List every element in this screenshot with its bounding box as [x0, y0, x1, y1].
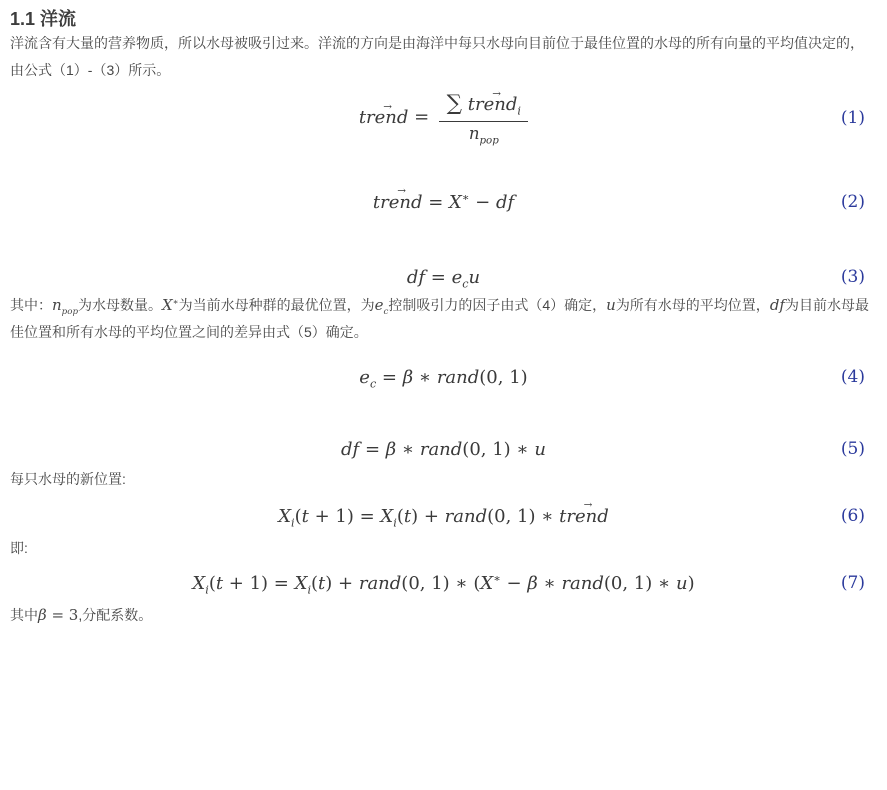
paragraph-beta: 其中β = 3,分配系数。 [10, 606, 153, 624]
formula-position-update-expanded: $X_i(t + 1) = X_i(t)$ + rand(0, 1) ∗ (X∗ − β ∗ rand(0, 1) ∗ u) [192, 571, 695, 597]
equation-5 [10, 432, 877, 466]
formula-df-expanded: df = β ∗ rand(0, 1) ∗ u [341, 438, 546, 460]
paragraph-namely: 即: [10, 540, 28, 556]
equation-2 [10, 184, 877, 220]
paragraph-intro: 洋流含有大量的营养物质，所以水母被吸引过来。洋流的方向是由海洋中每只水母向目前位于最佳位置的水母的所有向量的平均值决定的，由公式（1）-（3）所示。 [10, 35, 864, 78]
formula-trend-average: trend → = $\frac{\sum trend \to_i}{n_{pop}}$ [359, 91, 528, 144]
equation-3 [10, 262, 877, 292]
formula-trend-definition: trend → = X∗ − df [373, 192, 514, 213]
formula-ec: $e_c = \beta$ ∗ rand(0, 1) [359, 366, 528, 391]
formula-df: df = $e_cu$ [406, 266, 481, 291]
equation-number: (3) [840, 267, 865, 287]
equation-1 [10, 88, 877, 148]
equation-number: (7) [840, 573, 865, 593]
equation-number: (1) [840, 108, 865, 128]
equation-4 [10, 360, 877, 394]
equation-7 [10, 564, 877, 602]
equation-number: (6) [840, 506, 865, 526]
paragraph-variables: 其中：$n_{pop}$为水母数量。X∗为当前水母种群的最优位置，为$e_c$控制吸引力的因子由式（4）确定，u为所有水母的平均位置，df为目前水母最佳位置和所有水母的平均位置之间的差异由式（5）确定。 [10, 296, 869, 340]
paragraph-new-position: 每只水母的新位置: [10, 471, 126, 487]
formula-position-update: $X_i(t + 1) = X_i(t)$ + rand(0, 1) ∗ trend → [278, 506, 609, 527]
equation-number: (4) [840, 367, 865, 387]
equation-number: (2) [840, 192, 865, 212]
section-heading: 1.1 洋流 [10, 9, 77, 29]
equation-number: (5) [840, 439, 865, 459]
equation-6 [10, 497, 877, 535]
